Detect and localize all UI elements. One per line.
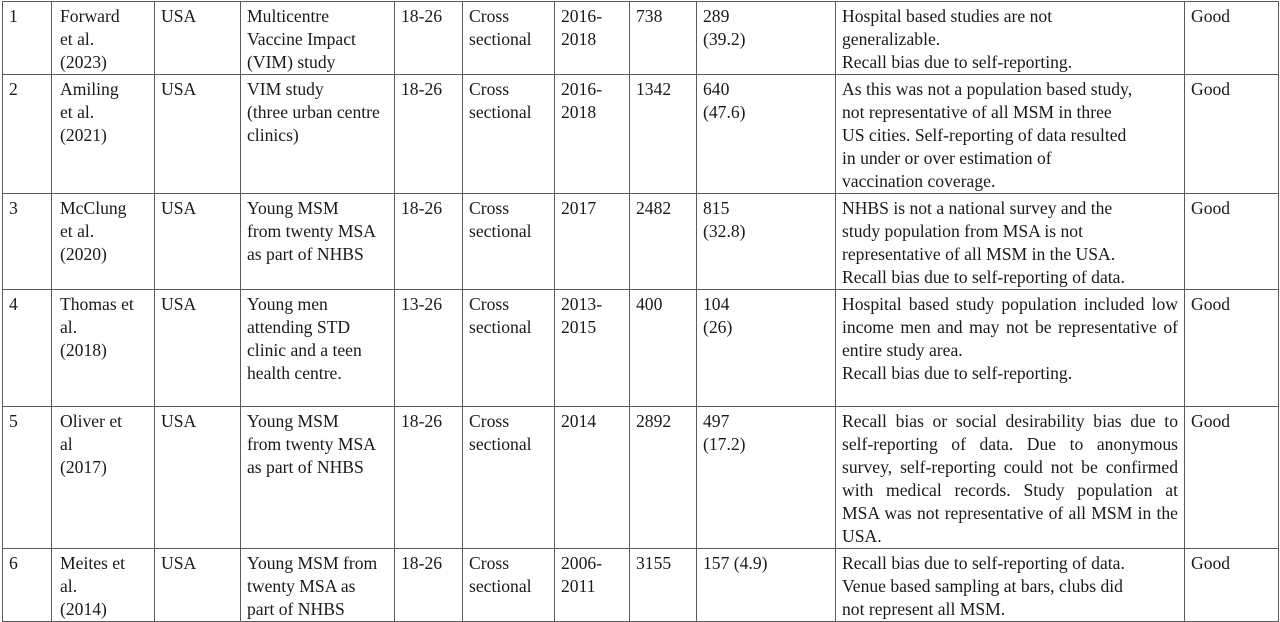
country-cell	[155, 75, 241, 194]
study-design-cell	[463, 194, 555, 290]
quality-rating-cell	[1185, 2, 1279, 75]
age-range-cell	[395, 2, 463, 75]
sample-size-cell	[630, 549, 697, 622]
vaccinated-count-cell	[697, 290, 836, 407]
study-period-cell-text: 2016- 2018	[561, 79, 603, 122]
age-range-cell	[395, 407, 463, 549]
author-cell-text: Forward et al. (2023)	[60, 6, 120, 72]
row-number	[3, 2, 52, 75]
sample-size-cell	[630, 407, 697, 549]
vaccinated-count-cell-text: 104 (26)	[703, 294, 733, 337]
vaccinated-count-cell	[697, 75, 836, 194]
row-number	[3, 194, 52, 290]
sample-size-cell-text: 1342	[636, 79, 672, 99]
sample-size-cell-text: 2482	[636, 198, 672, 218]
studies-table	[2, 1, 1279, 622]
row-number	[3, 407, 52, 549]
country-cell-text: USA	[161, 411, 197, 431]
study-design-cell-text: Cross sectional	[469, 553, 532, 596]
country-cell	[155, 194, 241, 290]
table-row	[3, 549, 1279, 622]
limitations-cell	[836, 407, 1185, 549]
study-design-cell-text: Cross sectional	[469, 79, 532, 122]
study-period-cell	[555, 407, 630, 549]
study-period-cell-text: 2013- 2015	[561, 294, 603, 337]
study-design-cell	[463, 549, 555, 622]
vaccinated-count-cell-text: 815 (32.8)	[703, 198, 746, 241]
row-number-text: 6	[9, 553, 18, 573]
study-period-cell	[555, 290, 630, 407]
author-cell	[52, 75, 155, 194]
country-cell-text: USA	[161, 198, 197, 218]
study-design-cell	[463, 2, 555, 75]
study-population-cell-text: Young MSM from twenty MSA as part of NHBS	[247, 411, 377, 477]
country-cell	[155, 407, 241, 549]
row-number-text: 2	[9, 79, 18, 99]
country-cell-text: USA	[161, 294, 197, 314]
row-number	[3, 290, 52, 407]
sample-size-cell	[630, 75, 697, 194]
author-cell-text: Oliver et al (2017)	[60, 411, 123, 477]
author-cell	[52, 549, 155, 622]
quality-rating-cell-text: Good	[1191, 79, 1231, 99]
table-row	[3, 2, 1279, 75]
author-cell-text: Meites et al. (2014)	[60, 553, 125, 619]
age-range-cell-text: 18-26	[401, 79, 443, 99]
study-design-cell-text: Cross sectional	[469, 294, 532, 337]
limitations-cell	[836, 549, 1185, 622]
quality-rating-cell	[1185, 407, 1279, 549]
row-number-text: 1	[9, 6, 18, 26]
vaccinated-count-cell-text: 497 (17.2)	[703, 411, 746, 454]
vaccinated-count-cell	[697, 194, 836, 290]
table-row	[3, 407, 1279, 549]
quality-rating-cell	[1185, 290, 1279, 407]
study-population-cell-text: Young MSM from twenty MSA as part of NHBS	[247, 553, 378, 619]
sample-size-cell	[630, 290, 697, 407]
author-cell-text: McClung et al. (2020)	[60, 198, 127, 264]
study-design-cell	[463, 290, 555, 407]
sample-size-cell-text: 738	[636, 6, 663, 26]
study-population-cell-text: Multicentre Vaccine Impact (VIM) study	[247, 6, 356, 72]
quality-rating-cell-text: Good	[1191, 6, 1231, 26]
author-cell	[52, 194, 155, 290]
study-design-cell-text: Cross sectional	[469, 6, 532, 49]
limitations-cell-text: Recall bias or social desirability bias due to self-reporting of data. Due to anonymous survey, self-reporting could not be confirmed with medical records. Study population at MSA was not representative of all MSM in the USA.	[842, 411, 1178, 546]
quality-rating-cell-text: Good	[1191, 553, 1231, 573]
author-cell-text: Thomas et al. (2018)	[60, 294, 134, 360]
country-cell-text: USA	[161, 79, 197, 99]
sample-size-cell	[630, 2, 697, 75]
quality-rating-cell-text: Good	[1191, 294, 1231, 314]
row-number	[3, 549, 52, 622]
study-population-cell-text: VIM study (three urban centre clinics)	[247, 79, 380, 145]
author-cell	[52, 290, 155, 407]
country-cell	[155, 549, 241, 622]
country-cell	[155, 2, 241, 75]
sample-size-cell	[630, 194, 697, 290]
limitations-cell-text: As this was not a population based study, not representative of all MSM in three US cities. Self-reporting of data resulted in under or over estimation of vaccination coverage.	[842, 79, 1133, 191]
table-row	[3, 290, 1279, 407]
author-cell-text: Amiling et al. (2021)	[60, 79, 119, 145]
table-row	[3, 194, 1279, 290]
country-cell	[155, 290, 241, 407]
study-population-cell	[241, 75, 395, 194]
study-period-cell	[555, 549, 630, 622]
study-period-cell	[555, 75, 630, 194]
vaccinated-count-cell	[697, 407, 836, 549]
row-number	[3, 75, 52, 194]
quality-rating-cell	[1185, 75, 1279, 194]
limitations-cell	[836, 194, 1185, 290]
vaccinated-count-cell-text: 640 (47.6)	[703, 79, 746, 122]
study-design-cell-text: Cross sectional	[469, 198, 532, 241]
table-body	[3, 2, 1279, 622]
sample-size-cell-text: 3155	[636, 553, 672, 573]
study-period-cell	[555, 194, 630, 290]
study-population-cell	[241, 194, 395, 290]
vaccinated-count-cell	[697, 549, 836, 622]
study-period-cell-text: 2017	[561, 198, 597, 218]
study-population-cell	[241, 407, 395, 549]
row-number-text: 5	[9, 411, 18, 431]
study-period-cell-text: 2014	[561, 411, 597, 431]
limitations-cell-text: NHBS is not a national survey and the study population from MSA is not representative of all MSM in the USA. Recall bias due to self-reporting of data.	[842, 198, 1125, 287]
limitations-cell	[836, 2, 1185, 75]
limitations-cell-text: Recall bias due to self-reporting of data. Venue based sampling at bars, clubs did not represent all MSM.	[842, 553, 1125, 619]
study-period-cell-text: 2016- 2018	[561, 6, 603, 49]
row-number-text: 4	[9, 294, 18, 314]
table-row	[3, 75, 1279, 194]
sample-size-cell-text: 400	[636, 294, 663, 314]
study-design-cell	[463, 407, 555, 549]
country-cell-text: USA	[161, 553, 197, 573]
vaccinated-count-cell-text: 157 (4.9)	[703, 553, 768, 573]
quality-rating-cell-text: Good	[1191, 198, 1231, 218]
age-range-cell	[395, 290, 463, 407]
limitations-cell-text: Hospital based studies are not generalizable. Recall bias due to self-reporting.	[842, 6, 1073, 72]
study-population-cell-text: Young MSM from twenty MSA as part of NHBS	[247, 198, 377, 264]
country-cell-text: USA	[161, 6, 197, 26]
author-cell	[52, 407, 155, 549]
quality-rating-cell-text: Good	[1191, 411, 1231, 431]
study-period-cell-text: 2006- 2011	[561, 553, 603, 596]
age-range-cell-text: 18-26	[401, 553, 443, 573]
age-range-cell-text: 13-26	[401, 294, 443, 314]
study-population-cell	[241, 290, 395, 407]
age-range-cell	[395, 194, 463, 290]
limitations-cell	[836, 75, 1185, 194]
age-range-cell-text: 18-26	[401, 6, 443, 26]
study-population-cell	[241, 549, 395, 622]
study-design-cell-text: Cross sectional	[469, 411, 532, 454]
study-population-cell-text: Young men attending STD clinic and a teen health centre.	[247, 294, 362, 383]
limitations-cell-text: Hospital based study population included low income men and may not be representative of entire study area. Recall bias due to self-reporting.	[842, 294, 1178, 383]
vaccinated-count-cell-text: 289 (39.2)	[703, 6, 746, 49]
limitations-cell	[836, 290, 1185, 407]
row-number-text: 3	[9, 198, 18, 218]
age-range-cell-text: 18-26	[401, 198, 443, 218]
vaccinated-count-cell	[697, 2, 836, 75]
age-range-cell	[395, 75, 463, 194]
study-period-cell	[555, 2, 630, 75]
author-cell	[52, 2, 155, 75]
study-population-cell	[241, 2, 395, 75]
quality-rating-cell	[1185, 194, 1279, 290]
age-range-cell	[395, 549, 463, 622]
quality-rating-cell	[1185, 549, 1279, 622]
sample-size-cell-text: 2892	[636, 411, 672, 431]
age-range-cell-text: 18-26	[401, 411, 443, 431]
study-design-cell	[463, 75, 555, 194]
